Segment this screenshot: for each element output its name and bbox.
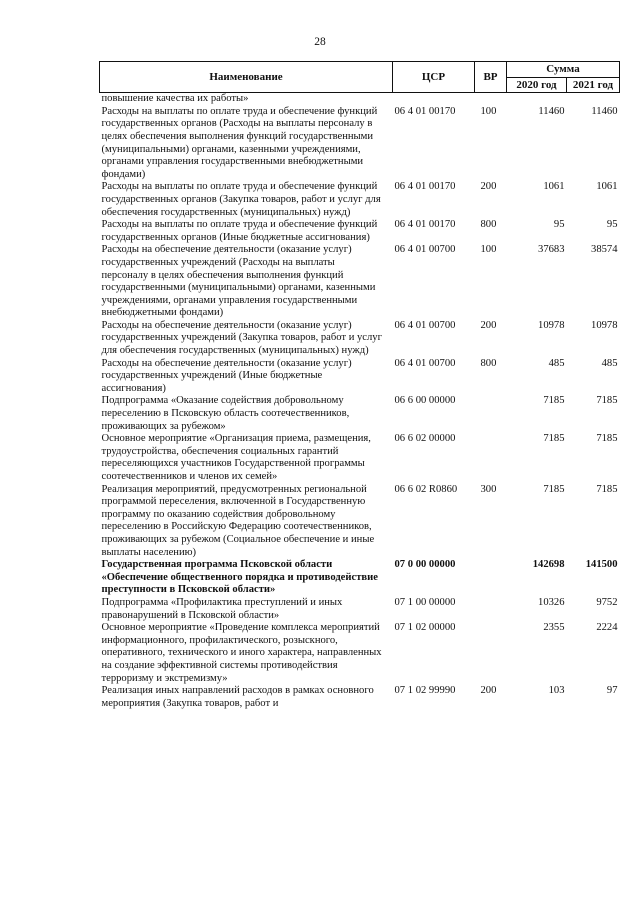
- row-vr: 200: [480, 181, 497, 193]
- row-vr: [475, 395, 507, 433]
- row-value-2020: 10978: [538, 319, 565, 331]
- row-csr: 06 6 00 00000: [394, 395, 456, 407]
- row-value-2020: 7185: [543, 395, 565, 407]
- row-csr: 06 4 01 00170: [394, 105, 456, 117]
- row-vr: 200: [480, 319, 497, 331]
- row-csr: 07 1 02 00000: [394, 622, 456, 634]
- row-value-2021: [567, 93, 620, 106]
- row-name: Реализация иных направлений расходов в рамках основного мероприятия (Закупка товаров, работ и: [101, 685, 374, 709]
- table-row: [100, 597, 620, 622]
- row-name: Расходы на обеспечение деятельности (оказание услуг) государственных учреждений (Расходы на выплаты персоналу в целях обеспечения выполнения функций государственными (муниципальными) органами, казенными учреждениями, органами управления государственными внебюджетными фондами): [101, 244, 376, 319]
- row-name: повышение качества их работы»: [101, 93, 249, 105]
- row-vr: 200: [480, 685, 497, 697]
- row-name: Расходы на выплаты по оплате труда и обеспечение функций государственных органов (Иные бюджетные ассигнования): [101, 219, 378, 243]
- row-csr: 07 1 00 00000: [394, 596, 456, 608]
- row-value-2020: [507, 93, 567, 106]
- header-csr: ЦСР: [393, 62, 475, 93]
- row-value-2021: 7185: [596, 433, 618, 445]
- row-value-2020: 10326: [538, 596, 565, 608]
- row-vr: [475, 559, 507, 597]
- row-vr: 800: [480, 219, 497, 231]
- row-value-2021: 1061: [596, 181, 618, 193]
- page-number: 28: [314, 36, 326, 48]
- row-csr: [393, 93, 475, 106]
- row-vr: 300: [480, 483, 497, 495]
- table-row: [100, 484, 620, 560]
- row-value-2021: 485: [601, 357, 618, 369]
- table-row: [100, 685, 620, 710]
- row-value-2021: 95: [606, 219, 618, 231]
- row-value-2020: 103: [548, 685, 565, 697]
- table-row: [100, 320, 620, 358]
- row-name: Основное мероприятие «Организация приема, размещения, трудоустройства, обеспечения социальных гарантий переселяющихся участников Государственной программы соотечественников и членов их семей»: [101, 433, 371, 482]
- row-value-2021: 9752: [596, 596, 618, 608]
- row-vr: [475, 93, 507, 106]
- row-csr: 06 4 01 00700: [394, 244, 456, 256]
- row-value-2020: 7185: [543, 483, 565, 495]
- row-csr: 07 1 02 99990: [394, 685, 456, 697]
- header-year-2021: 2021 год: [567, 77, 620, 93]
- header-name: Наименование: [100, 62, 393, 93]
- row-value-2021: 7185: [596, 395, 618, 407]
- row-vr: 100: [480, 105, 497, 117]
- row-vr: [475, 597, 507, 622]
- table-row: [100, 219, 620, 244]
- row-value-2021: 141500: [585, 559, 618, 571]
- header-year-2020: 2020 год: [507, 77, 567, 93]
- header-vr: ВР: [475, 62, 507, 93]
- row-value-2021: 7185: [596, 483, 618, 495]
- row-name: Основное мероприятие «Проведение комплекса мероприятий информационного, профилактического, розыскного, оперативного, технического и иного характера, направленных на создание эффективной системы противодействия терроризму и экстремизму»: [101, 622, 382, 684]
- row-csr: 06 4 01 00700: [394, 319, 456, 331]
- row-value-2020: 37683: [538, 244, 565, 256]
- row-name: Расходы на выплаты по оплате труда и обеспечение функций государственных органов (Расходы на выплаты персоналу в целях обеспечения выполнения функций государственными (муниципальными) органами, казенными учреждениями, органами управления государственными внебюджетными фондами): [101, 105, 378, 180]
- row-csr: 06 6 02 R0860: [394, 483, 458, 495]
- row-value-2020: 485: [548, 357, 565, 369]
- row-name: Реализация мероприятий, предусмотренных региональной программой переселения, включенной в Государственную программу по оказанию содействия добровольному переселению в Российскую Федерацию соотечественников, проживающих за рубежом (Социальное обеспечение и иные выплаты населению): [101, 483, 375, 558]
- row-vr: [475, 433, 507, 483]
- row-value-2021: 38574: [591, 244, 618, 256]
- row-value-2020: 1061: [543, 181, 565, 193]
- table-row: [100, 93, 620, 106]
- row-value-2021: 10978: [591, 319, 618, 331]
- table-row: [100, 106, 620, 182]
- row-name: Расходы на выплаты по оплате труда и обеспечение функций государственных органов (Закупка товаров, работ и услуг для обеспечения государственных (муниципальных) нужд): [101, 181, 381, 218]
- row-name: Подпрограмма «Оказание содействия добровольному переселению в Псковскую область соотечественников, проживающих за рубежом»: [101, 395, 350, 432]
- row-name: Расходы на обеспечение деятельности (оказание услуг) государственных учреждений (Иные бюджетные ассигнования): [101, 357, 352, 394]
- row-value-2020: 2355: [543, 622, 565, 634]
- row-csr: 06 6 02 00000: [394, 433, 456, 445]
- row-vr: 100: [480, 244, 497, 256]
- table-row: [100, 559, 620, 597]
- row-value-2020: 11460: [538, 105, 565, 117]
- table-header: [100, 62, 620, 93]
- table-row: [100, 622, 620, 685]
- table-row: [100, 358, 620, 396]
- budget-table: [99, 61, 620, 710]
- header-sum: Сумма: [507, 62, 620, 78]
- table-body: [100, 93, 620, 711]
- row-csr: 06 4 01 00700: [394, 357, 456, 369]
- row-value-2021: 2224: [596, 622, 618, 634]
- row-value-2020: 142698: [532, 559, 565, 571]
- row-name: Подпрограмма «Профилактика преступлений и иных правонарушений в Псковской области»: [101, 596, 343, 621]
- row-csr: 06 4 01 00170: [394, 219, 456, 231]
- table-row: [100, 395, 620, 433]
- row-name: Расходы на обеспечение деятельности (оказание услуг) государственных учреждений (Закупка товаров, работ и услуг для обеспечения государственных (муниципальных) нужд): [101, 319, 382, 357]
- row-csr: 07 0 00 00000: [394, 559, 456, 571]
- row-csr: 06 4 01 00170: [394, 181, 456, 193]
- row-value-2021: 11460: [591, 105, 618, 117]
- table-row: [100, 433, 620, 483]
- row-value-2020: 95: [553, 219, 565, 231]
- row-vr: 800: [480, 357, 497, 369]
- row-value-2020: 7185: [543, 433, 565, 445]
- table-row: [100, 244, 620, 320]
- table-row: [100, 181, 620, 219]
- row-name: Государственная программа Псковской области «Обеспечение общественного порядка и противодействие преступности в Псковской области»: [101, 559, 378, 596]
- row-value-2021: 97: [606, 685, 618, 697]
- row-vr: [475, 622, 507, 685]
